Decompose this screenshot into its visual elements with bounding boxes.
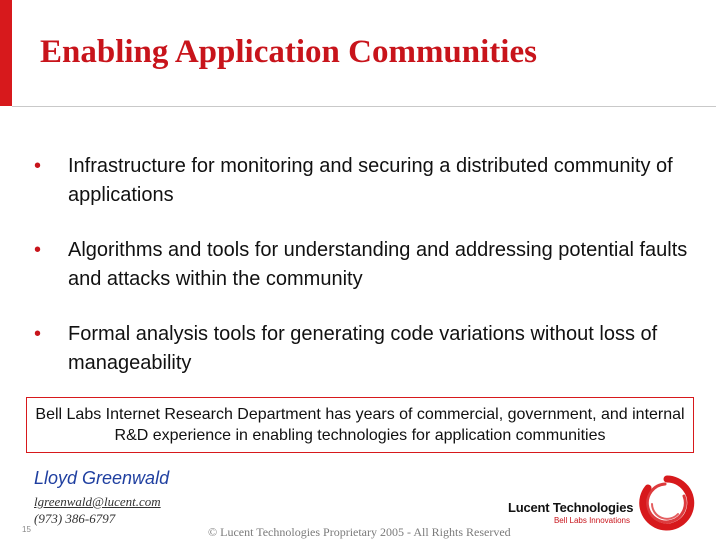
bullet-item [34,320,694,378]
footer-copyright: © Lucent Technologies Proprietary 2005 - All Rights Reserved [208,525,511,539]
contact-email-link[interactable]: lgreenwald@lucent.com [34,494,161,509]
lucent-ring-logo-icon [638,474,696,532]
bullet-item [34,236,694,294]
title-accent-bar [0,0,12,106]
bullet-marker-icon: • [34,155,42,177]
info-box [26,397,694,453]
info-box-text: Bell Labs Internet Research Department has years of commercial, government, and internal R&D experience in enabling technologies for application communities [35,406,685,444]
title-divider [12,106,716,107]
bullet-text: Algorithms and tools for understanding and addressing potential faults and attacks within the community [68,239,688,290]
slide-number: 15 [22,525,31,534]
bullet-text: Infrastructure for monitoring and securing a distributed community of applications [68,155,673,206]
slide-title: Enabling Application Communities [40,34,537,70]
logo-company-name: Lucent Technologies [508,500,634,515]
contact-phone: (973) 386-6797 [34,511,116,526]
bullet-item [34,152,694,210]
company-logo-text [508,500,634,525]
bullet-marker-icon: • [34,323,42,345]
logo-tagline: Bell Labs Innovations [553,516,630,525]
bullet-marker-icon: • [34,239,42,261]
contact-name: Lloyd Greenwald [34,468,170,488]
bullet-text: Formal analysis tools for generating code variations without loss of manageability [68,323,658,374]
bullet-list [34,152,694,404]
